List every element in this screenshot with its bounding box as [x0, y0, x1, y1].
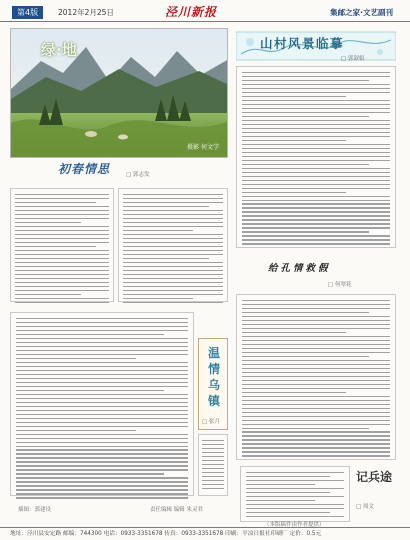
- poem-text: [246, 472, 344, 520]
- cattle-title-block: [268, 260, 378, 288]
- hero-photo: [10, 28, 228, 158]
- page-header: [0, 0, 410, 22]
- right-box-title: 记兵途: [356, 470, 393, 484]
- early-spring-title: 初春情思: [58, 162, 111, 176]
- early-spring-title-block: [58, 160, 150, 184]
- editor-credit: 责任编辑 编辑 朱灵君: [150, 507, 203, 513]
- vertical-title-box: [198, 338, 228, 430]
- article-text-left-1: [15, 194, 109, 306]
- vertical-author: □ 张月: [202, 419, 220, 425]
- cattle-title: 给孔情救假: [268, 263, 331, 274]
- issue-date: 2012年2月25日: [58, 8, 114, 17]
- page-footer: 地址：泾川县安定路 邮编：744300 电话：0933-3351678 传真：0933-3351678 印刷：平凉日报社印刷厂 定价：0.5元: [0, 527, 410, 540]
- illustration-credit: 插图：郭建设: [18, 507, 52, 513]
- section-title: 集邮之家·文艺副刊: [330, 8, 393, 17]
- early-spring-author: □ 郭志发: [126, 172, 150, 178]
- masthead: 泾川新报: [165, 5, 218, 19]
- source-note: （本版稿件由作者提供）: [264, 522, 325, 528]
- right-box-title-block: [356, 468, 396, 528]
- article-text-left-2: [123, 194, 223, 306]
- cattle-author: □ 何翠花: [328, 282, 352, 288]
- article-text-right-top: [242, 72, 390, 247]
- photo-credit: 摄影 何文学: [187, 144, 219, 151]
- page-number: 第4版: [12, 6, 43, 19]
- hero-caption: 绿·地: [41, 41, 77, 59]
- article-text-left-bottom: [16, 318, 188, 501]
- vertical-title: 温情乌镇: [207, 346, 220, 408]
- article-banner: [236, 30, 396, 62]
- right-box-author: □ 周文: [356, 504, 374, 510]
- banner-title: 山村风景临摹: [260, 36, 345, 51]
- banner-author: □ 郭淑娟: [341, 56, 365, 62]
- article-text-right-bottom: [242, 300, 390, 459]
- side-note-text: [202, 440, 224, 492]
